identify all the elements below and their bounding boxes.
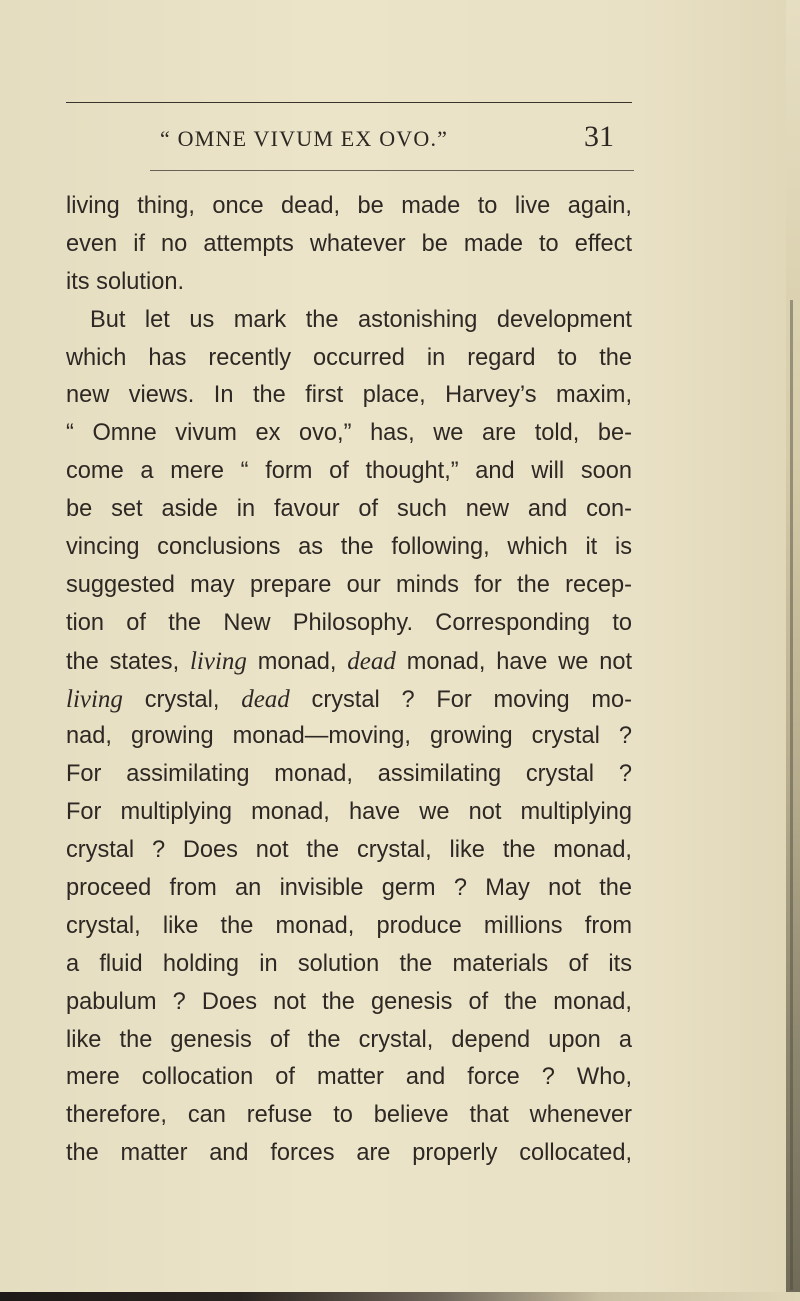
- text-segment: monad, have we not: [395, 648, 632, 675]
- text-line: crystal, like the monad, produce millions from: [66, 912, 632, 939]
- text-line: proceed from an invisible germ ? May not the: [66, 875, 632, 902]
- text-line: For multiplying monad, have we not multiplying: [66, 799, 632, 826]
- body-text: [66, 188, 632, 1173]
- text-line: new views. In the first place, Harvey’s maxim,: [66, 382, 632, 409]
- text-line: the matter and forces are properly collocated,: [66, 1140, 632, 1167]
- text-line: vincing conclusions as the following, which it is: [66, 534, 632, 561]
- text-line: mere collocation of matter and force ? Who,: [66, 1064, 632, 1091]
- italic-word: dead: [347, 647, 396, 675]
- running-head: [0, 108, 800, 168]
- text-line: crystal ? Does not the crystal, like the monad,: [66, 837, 632, 864]
- text-segment: the states,: [66, 648, 190, 675]
- text-line: suggested may prepare our minds for the recep-: [66, 571, 632, 598]
- binding-edge-line: [790, 300, 793, 1290]
- text-segment: crystal,: [122, 686, 242, 713]
- text-line: therefore, can refuse to believe that whenever: [66, 1102, 632, 1129]
- text-line: its solution.: [66, 268, 185, 295]
- text-line: even if no attempts whatever be made to effect: [66, 230, 632, 257]
- bottom-edge-shadow: [0, 1292, 800, 1301]
- text-line: like the genesis of the crystal, depend upon a: [66, 1026, 632, 1053]
- text-line: But let us mark the astonishing development: [90, 306, 632, 333]
- text-line: a fluid holding in solution the materials of its: [66, 950, 632, 977]
- page-number: 31: [584, 120, 614, 153]
- italic-word: living: [66, 685, 123, 713]
- header-rule: [150, 170, 634, 171]
- text-line-mixed: [66, 643, 632, 681]
- text-line: living thing, once dead, be made to live again,: [66, 193, 632, 219]
- text-line-mixed: [66, 681, 632, 719]
- text-line: nad, growing monad—moving, growing crystal ?: [66, 723, 632, 750]
- text-line: “ Omne vivum ex ovo,” has, we are told, be-: [66, 420, 632, 447]
- italic-word: dead: [241, 685, 290, 713]
- text-segment: crystal ? For moving mo-: [289, 686, 632, 713]
- text-line: come a mere “ form of thought,” and will soon: [66, 458, 632, 485]
- running-title: “ OMNE VIVUM EX OVO.”: [160, 126, 449, 151]
- top-rule: [66, 102, 632, 103]
- text-line: tion of the New Philosophy. Corresponding to: [66, 609, 632, 636]
- page-edge-shadow: [786, 0, 800, 1301]
- text-segment: monad,: [246, 648, 348, 675]
- text-line: which has recently occurred in regard to the: [66, 344, 632, 371]
- text-line: pabulum ? Does not the genesis of the monad,: [66, 988, 632, 1015]
- text-line: For assimilating monad, assimilating crystal ?: [66, 761, 632, 788]
- text-line: be set aside in favour of such new and con-: [66, 496, 632, 523]
- italic-word: living: [189, 647, 247, 675]
